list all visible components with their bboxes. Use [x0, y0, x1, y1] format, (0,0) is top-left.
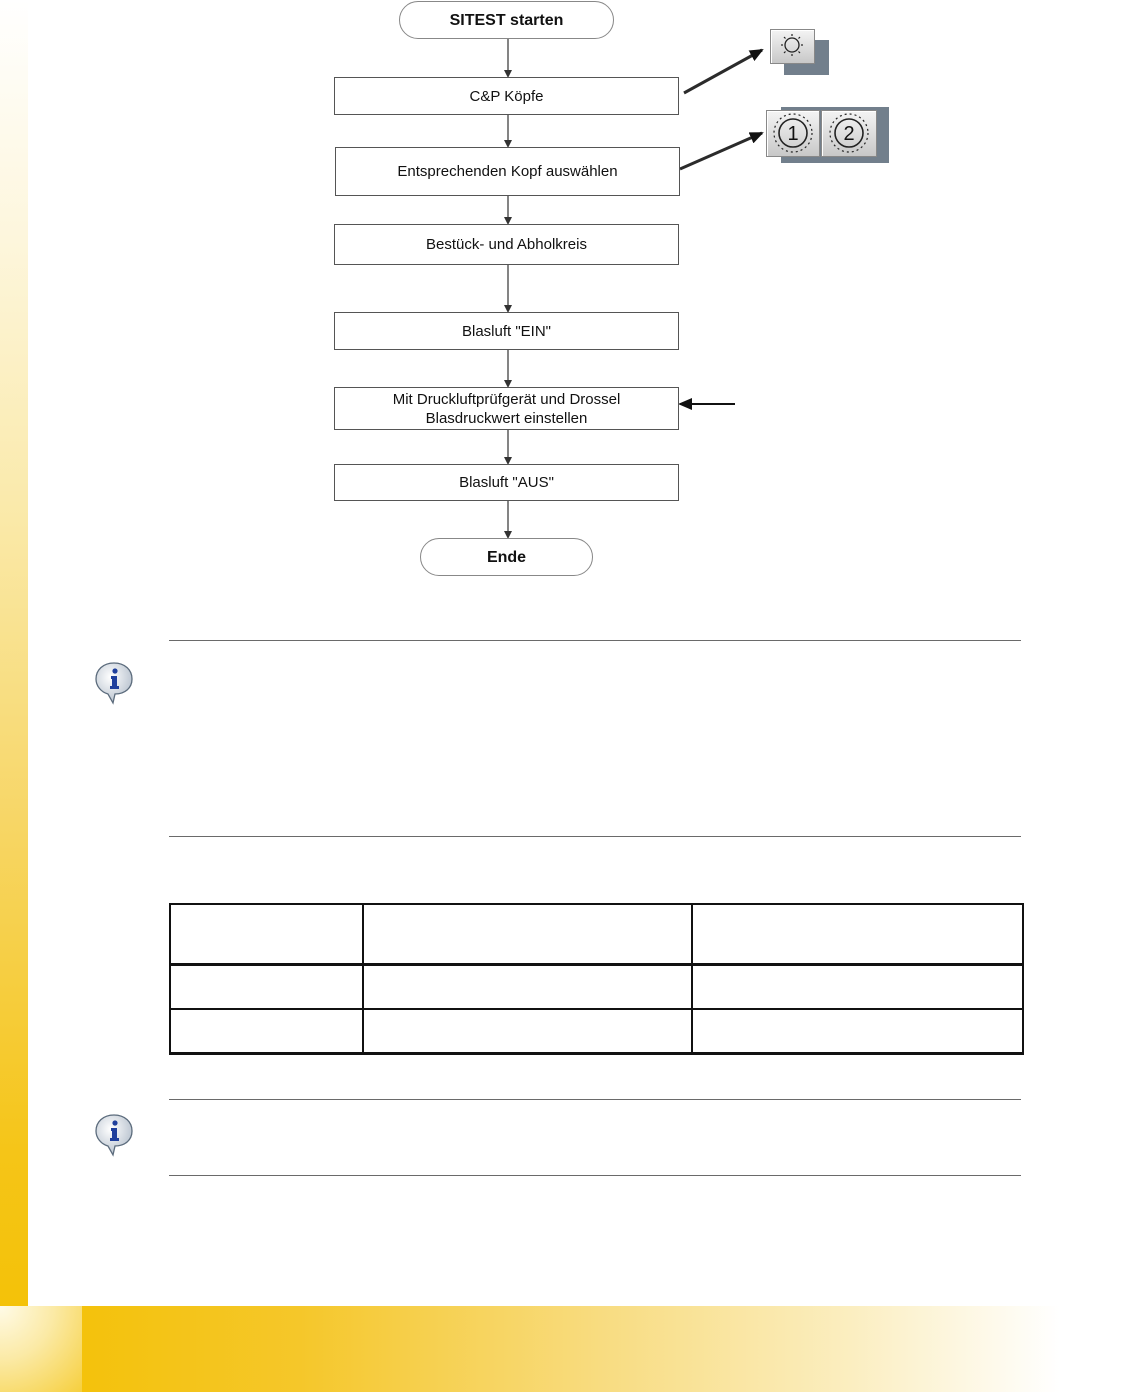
note-2-bottom-rule: [169, 1175, 1021, 1176]
table-row: [170, 1009, 1023, 1054]
sun-button[interactable]: [770, 29, 815, 64]
yellow-footer-bar: [0, 1306, 1134, 1392]
end-label: Ende: [486, 548, 527, 566]
step-circuit: [334, 224, 679, 265]
step-adjust-pressure: [334, 387, 679, 430]
head-2-button[interactable]: [821, 110, 877, 157]
note-2-top-rule: [169, 1099, 1021, 1100]
step-select-head: [335, 147, 680, 196]
info-icon: [94, 661, 134, 705]
step-label: Bestück- und Abholkreis: [426, 236, 587, 253]
step-label: Entsprechenden Kopf auswählen: [397, 163, 618, 180]
start-label: SITEST starten: [449, 11, 564, 29]
table-cell: [170, 1009, 363, 1054]
table-cell: [692, 965, 1023, 1010]
head-1-icon: [767, 111, 819, 156]
start-node: [399, 1, 614, 39]
footer-corner: [0, 1306, 82, 1392]
table-cell: [692, 1009, 1023, 1054]
head-2-icon: [822, 111, 876, 156]
data-table: [169, 903, 1024, 1055]
pointer-arrow-sun: [684, 50, 762, 93]
sun-icon: [771, 30, 814, 63]
step-label: C&P Köpfe: [469, 87, 544, 105]
head-2-label: 2: [843, 123, 855, 145]
step-label: Mit Druckluftprüfgerät und Drossel Blasdruckwert einstellen: [392, 390, 621, 427]
table-header-cell: [170, 904, 363, 965]
table-cell: [170, 965, 363, 1010]
end-node: [420, 538, 593, 576]
table-header-cell: [363, 904, 692, 965]
table-header-row: [170, 904, 1023, 965]
info-icon: [94, 1113, 134, 1157]
head-1-label: 1: [787, 123, 799, 145]
note-1-top-rule: [169, 640, 1021, 641]
step-air-on: [334, 312, 679, 350]
pointer-arrow-heads: [680, 133, 762, 169]
step-label: Blasluft "AUS": [459, 474, 554, 491]
step-air-off: [334, 464, 679, 501]
table-row: [170, 965, 1023, 1010]
note-1-bottom-rule: [169, 836, 1021, 837]
head-1-button[interactable]: [766, 110, 820, 157]
table-cell: [363, 1009, 692, 1054]
step-cp-heads: [334, 77, 679, 115]
table-cell: [363, 965, 692, 1010]
step-label: Blasluft "EIN": [461, 322, 551, 340]
table-header-cell: [692, 904, 1023, 965]
